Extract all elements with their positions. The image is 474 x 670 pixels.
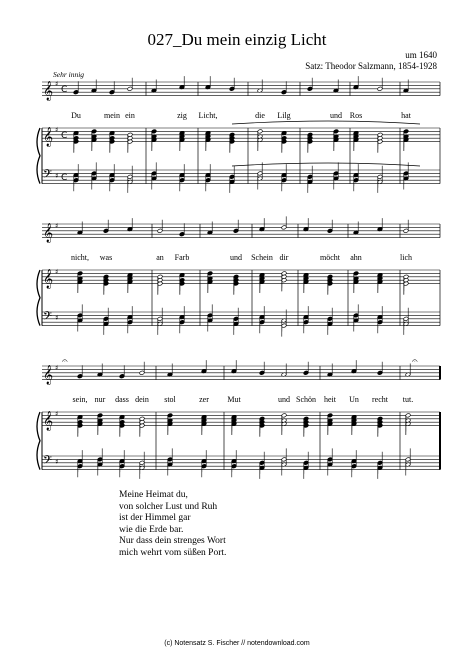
lyric-syllable: hat: [401, 111, 411, 120]
time-signature: C: [61, 173, 68, 183]
fermata: 𝄐: [412, 356, 418, 367]
key-signature-sharp: ♯: [55, 126, 59, 134]
key-signature-sharp: ♯: [55, 222, 59, 230]
key-signature-sharp: ♯: [55, 314, 59, 322]
treble-clef: 𝄞: [43, 127, 54, 147]
treble-clef: 𝄞: [43, 81, 54, 101]
lyric-syllable: heit: [324, 395, 336, 404]
lyric-syllable: nicht,: [71, 253, 89, 262]
fermata: 𝄐: [62, 356, 68, 367]
treble-clef: 𝄞: [43, 269, 54, 289]
verse-line: Nur dass dein strenges Wort: [119, 536, 226, 546]
brace: [37, 128, 40, 184]
lyric-syllable: ahn: [350, 253, 362, 262]
lyric-syllable: lich: [400, 253, 412, 262]
lyric-syllable: Lilg: [277, 111, 291, 120]
lyric-syllable: und: [330, 111, 342, 120]
lyric-syllable: recht: [372, 395, 388, 404]
lyric-syllable: mein: [104, 111, 120, 120]
lyric-syllable: an: [156, 253, 164, 262]
slur: [232, 121, 420, 124]
treble-clef: 𝄞: [43, 223, 54, 243]
lyric-syllable: Farb: [174, 253, 190, 262]
lyric-syllable: die: [255, 111, 265, 120]
lyric-syllable: und: [230, 253, 242, 262]
lyric-syllable: was: [99, 253, 113, 262]
bass-clef: 𝄢: [43, 454, 53, 470]
lyric-syllable: Du: [71, 111, 81, 120]
bass-clef: 𝄢: [43, 310, 53, 326]
verse-line: mich wehrt vom süßen Port.: [119, 547, 227, 558]
lyric-syllable: stol: [164, 395, 176, 404]
verse-line: ist der Himmel gar: [119, 513, 191, 523]
lyric-syllable: Mut: [227, 395, 241, 404]
time-signature: C: [61, 131, 68, 141]
lyric-syllable: tut.: [402, 395, 414, 404]
lyric-syllable: dass: [115, 395, 129, 404]
tempo-marking: Sehr innig: [53, 70, 85, 79]
key-signature-sharp: ♯: [55, 172, 59, 180]
lyric-syllable: möcht: [320, 253, 340, 262]
lyric-syllable: nur: [94, 395, 106, 404]
lyric-syllable: dir: [279, 253, 289, 262]
arranger-text: Satz: Theodor Salzmann, 1854-1928: [305, 61, 437, 71]
verse-text: [119, 490, 226, 559]
lyric-syllable: Schön: [296, 395, 316, 404]
key-signature-sharp: ♯: [55, 80, 59, 88]
brace: [37, 412, 40, 470]
lyric-syllable: ein: [125, 111, 135, 120]
lyric-syllable: Licht,: [198, 111, 218, 120]
lyric-syllable: Schein: [251, 253, 273, 262]
footer-copyright: (c) Notensatz S. Fischer // notendownload.com: [164, 640, 310, 647]
slur: [232, 163, 420, 166]
brace: [37, 270, 40, 326]
bass-clef: 𝄢: [43, 168, 53, 184]
key-signature-sharp: ♯: [55, 410, 59, 418]
key-signature-sharp: ♯: [55, 458, 59, 466]
verse-line: Meine Heimat du,: [119, 490, 188, 500]
treble-clef: 𝄞: [43, 365, 54, 385]
lyric-syllable: Ros: [349, 111, 363, 120]
key-signature-sharp: ♯: [55, 268, 59, 276]
time-signature: C: [61, 85, 68, 95]
verse-line: von solcher Lust und Ruh: [119, 501, 218, 512]
verse-line: wie die Erde bar.: [119, 524, 184, 535]
page-title: 027_Du mein einzig Licht: [147, 30, 327, 49]
lyric-syllable: zig: [177, 111, 187, 120]
lyric-syllable: sein,: [72, 395, 88, 404]
date-text: um 1640: [405, 50, 437, 60]
lyric-syllable: und: [278, 395, 290, 404]
lyric-syllable: Un: [349, 395, 359, 404]
treble-clef: 𝄞: [43, 411, 54, 431]
lyric-syllable: dein: [135, 395, 149, 404]
key-signature-sharp: ♯: [55, 364, 59, 372]
lyric-syllable: zer: [199, 395, 209, 404]
